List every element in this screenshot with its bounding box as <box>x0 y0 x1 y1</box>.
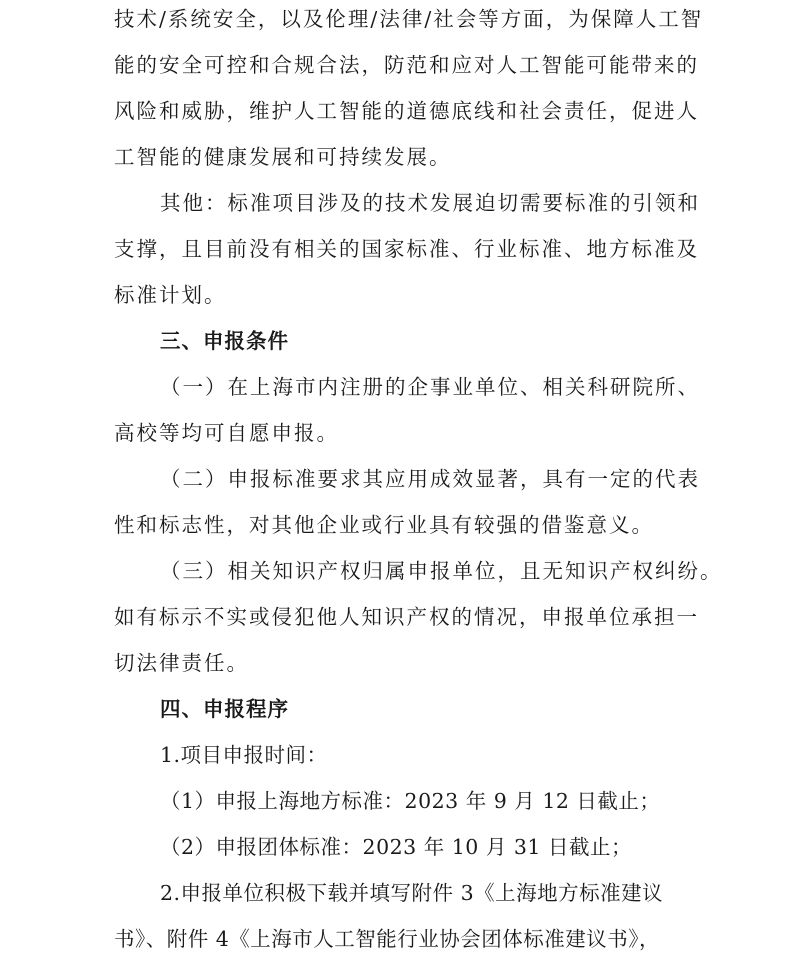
body-text-line: 能的安全可控和合规合法，防范和应对人工智能可能带来的 <box>114 53 699 77</box>
condition-item-1: （一）在上海市内注册的企事业单位、相关科研院所、 <box>160 375 700 399</box>
deadline-group-standard: （2）申报团体标准：2023 年 10 月 31 日截止； <box>160 835 632 859</box>
condition-item-2: （二）申报标准要求其应用成效显著，具有一定的代表 <box>160 467 700 491</box>
section-heading-conditions: 三、申报条件 <box>160 329 289 353</box>
body-text-line: 性和标志性，对其他企业或行业具有较强的借鉴意义。 <box>114 513 654 537</box>
deadline-local-standard: （1）申报上海地方标准：2023 年 9 月 12 日截止； <box>160 789 661 813</box>
body-text-line: 标准计划。 <box>114 283 227 307</box>
paragraph-other: 其他：标准项目涉及的技术发展迫切需要标准的引领和 <box>160 191 700 215</box>
procedure-item-1: 1.项目申报时间： <box>160 743 328 767</box>
section-heading-procedure: 四、申报程序 <box>160 697 289 721</box>
procedure-item-2: 2.申报单位积极下载并填写附件 3《上海地方标准建议 <box>160 881 664 905</box>
body-text-line: 工智能的健康发展和可持续发展。 <box>114 145 452 169</box>
body-text-line: 切法律责任。 <box>114 651 249 675</box>
body-text-line: 风险和威胁，维护人工智能的道德底线和社会责任，促进人 <box>114 99 699 123</box>
condition-item-3: （三）相关知识产权归属申报单位，且无知识产权纠纷。 <box>160 559 723 583</box>
body-text-line: 书》、附件 4《上海市人工智能行业协会团体标准建议书》， <box>114 927 661 951</box>
body-text-line: 支撑，且目前没有相关的国家标准、行业标准、地方标准及 <box>114 237 699 261</box>
body-text-line: 高校等均可自愿申报。 <box>114 421 339 445</box>
body-text-line: 如有标示不实或侵犯他人知识产权的情况，申报单位承担一 <box>114 605 699 629</box>
body-text-line: 技术/系统安全，以及伦理/法律/社会等方面，为保障人工智 <box>114 7 704 31</box>
